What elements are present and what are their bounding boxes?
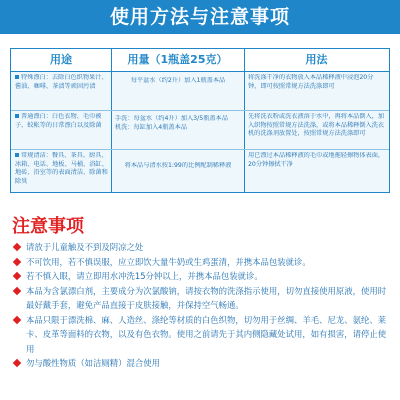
column-divider: [244, 49, 245, 192]
header-purpose: 用途: [50, 53, 72, 66]
bullet-square-icon: [15, 114, 19, 118]
diamond-bullet-icon: [13, 286, 21, 294]
list-item: [12, 313, 390, 357]
list-item: [12, 255, 390, 270]
header-dosage: 用量（1瓶盖25克）: [127, 53, 228, 66]
column-divider: [111, 49, 112, 192]
table-row-3-purpose: [15, 152, 108, 190]
notice-text: 本品为含氯漂白剂，主要成分为次氯酸钠，请按衣物的洗涤指示使用，切勿直接使用原液，使用时最好戴手套，避免产品直接于皮肤接触，并保持空气畅通。: [26, 285, 387, 310]
row-divider: [11, 149, 389, 150]
diamond-bullet-icon: [13, 272, 21, 280]
row-divider: [11, 110, 389, 111]
header-usage: 用法: [305, 53, 328, 66]
notice-text: 勿与酸性物质（如洁厕精）混合使用: [26, 358, 160, 368]
table-row-3-dosage: 将本品与清水按1:99的比例配制稀释液: [124, 162, 232, 169]
notice-title: 注意事项: [12, 216, 84, 237]
usage-table: [10, 48, 390, 193]
purpose-text: 常规清洁：餐具、茶具、厨具、冰箱、电话、地板、马桶、浴缸、地砖、沿室等的表面清洁、除菌和除臭: [15, 152, 108, 185]
notice-text: 若不慎入眼，请立即用水冲洗15分钟以上，并携本品包装就诊。: [26, 271, 263, 281]
list-item: [12, 269, 390, 284]
table-row-2-dosage: 手洗：每盆水（约4升）加入3/5瓶盖本品 机洗：每缸加入4瓶盖本品: [115, 115, 241, 131]
bullet-square-icon: [15, 153, 19, 157]
list-item: [12, 356, 390, 371]
table-row-1-usage: 将洗涤干净的衣物放入本品稀释液中浸泡20分钟，即可按照常规方法洗涤即可: [248, 74, 374, 90]
diamond-bullet-icon: [13, 257, 21, 265]
table-row-3-usage: 用已漂过本品稀释液的毛巾或地拖轻擦物体表面，20分钟擦拭干净: [248, 152, 385, 168]
list-item: [12, 284, 390, 313]
diamond-bullet-icon: [13, 315, 21, 323]
table-row-1-purpose: [15, 74, 108, 109]
bullet-square-icon: [15, 75, 19, 79]
purpose-text: 特殊漂白：去除白色织物果汁、酱油、咖啡、茶渍等顽固污渍: [15, 74, 108, 90]
notice-list: [12, 240, 390, 371]
table-row-1-dosage: 每平盆水（约2升）加入1瓶盖本品: [130, 77, 226, 84]
notice-text: 请放于儿童触及不到及阴凉之处: [26, 242, 144, 252]
notice-text: 不可饮用，若不慎误服，应立即饮大量牛奶或生鸡蛋清，并携本品包装就诊。: [26, 256, 311, 267]
page-title: 使用方法与注意事项: [109, 6, 290, 28]
table-row-2-purpose: [15, 113, 108, 148]
table-row-2-usage: 先将洗衣粉或洗衣液溶于水中，再将本品倒入，加入织物按照常规方法洗涤，或将本品稀释倒入洗衣机的洗涤剂放置处，按照常规方法洗涤即可: [248, 113, 385, 138]
list-item: [12, 240, 390, 255]
diamond-bullet-icon: [13, 359, 21, 367]
purpose-text: 普通漂白：白色衣物、毛巾被子、蚊帐等的日常漂白以及除菌: [15, 113, 102, 129]
notice-text: 本品只限于漂洗棉、麻、人造丝、涤纶等材质的白色织物，切勿用于丝绸、羊毛、尼龙、氨纶、莱卡、皮革等面料的衣物，以及有色衣物。使用之前请先于其内侧隐藏处试用，如有损害，请停止使用: [26, 314, 387, 354]
diamond-bullet-icon: [13, 243, 21, 251]
